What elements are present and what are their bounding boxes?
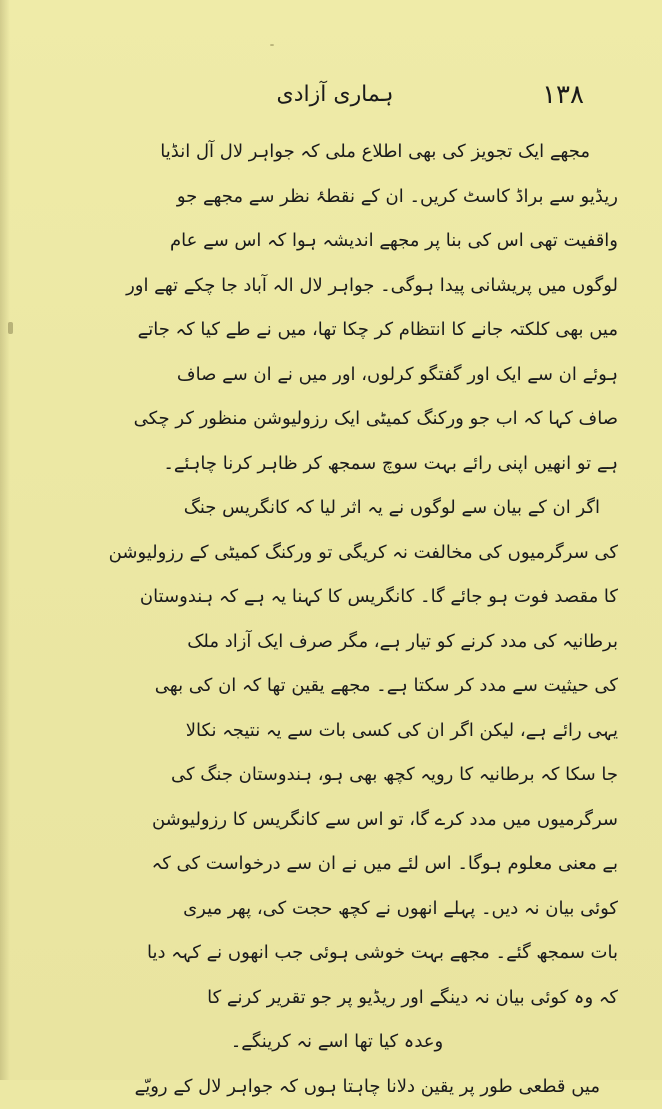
- text-line: وعدہ کیا تھا اسے نہ کرینگے۔: [56, 1020, 618, 1065]
- page-header: [78, 80, 592, 120]
- text-line: ہوئے ان سے ایک اور گفتگو کرلوں، اور میں نے ان سے صاف: [56, 353, 618, 398]
- running-title: ہماری آزادی: [78, 82, 592, 107]
- text-line: میں قطعی طور پر یقین دلانا چاہتا ہوں کہ جواہر لال کے رویّے: [56, 1065, 618, 1109]
- text-line: بے معنی معلوم ہوگا۔ اس لئے میں نے ان سے درخواست کی کہ: [56, 842, 618, 887]
- text-line: برطانیہ کی مدد کرنے کو تیار ہے، مگر صرف ایک آزاد ملک: [56, 620, 618, 665]
- paper-speck: [270, 44, 274, 46]
- text-line: مجھے ایک تجویز کی بھی اطلاع ملی کہ جواہر لال آل انڈیا: [56, 130, 618, 175]
- text-line: ریڈیو سے براڈ کاسٹ کریں۔ ان کے نقطۂ نظر سے مجھے جو: [56, 175, 618, 220]
- text-line: جا سکا کہ برطانیہ کا رویہ کچھ بھی ہو، ہندوستان جنگ کی: [56, 753, 618, 798]
- paper-speck: [8, 322, 13, 334]
- text-line: کا مقصد فوت ہو جائے گا۔ کانگریس کا کہنا یہ ہے کہ ہندوستان: [56, 575, 618, 620]
- text-line: یہی رائے ہے، لیکن اگر ان کی کسی بات سے یہ نتیجہ نکالا: [56, 709, 618, 754]
- text-line: میں بھی کلکتہ جانے کا انتظام کر چکا تھا، میں نے طے کیا کہ جاتے: [56, 308, 618, 353]
- text-line: ہے تو انھیں اپنی رائے بہت سوچ سمجھ کر ظاہر کرنا چاہئے۔: [56, 442, 618, 487]
- text-line: کی سرگرمیوں کی مخالفت نہ کریگی تو ورکنگ کمیٹی کے رزولیوشن: [56, 531, 618, 576]
- body-text: [56, 130, 618, 1109]
- text-line: سرگرمیوں میں مدد کرے گا، تو اس سے کانگریس کا رزولیوشن: [56, 798, 618, 843]
- text-line: کی حیثیت سے مدد کر سکتا ہے۔ مجھے یقین تھا کہ ان کی بھی: [56, 664, 618, 709]
- text-line: کوئی بیان نہ دیں۔ پہلے انھوں نے کچھ حجت کی، پھر میری: [56, 887, 618, 932]
- text-line: بات سمجھ گئے۔ مجھے بہت خوشی ہوئی جب انھوں نے کہہ دیا: [56, 931, 618, 976]
- page-edge-shadow: [0, 0, 10, 1080]
- text-line: صاف کہا کہ اب جو ورکنگ کمیٹی ایک رزولیوشن منظور کر چکی: [56, 397, 618, 442]
- text-line: لوگوں میں پریشانی پیدا ہوگی۔ جواہر لال الہ آباد جا چکے تھے اور: [56, 264, 618, 309]
- text-line: واقفیت تھی اس کی بنا پر مجھے اندیشہ ہوا کہ اس سے عام: [56, 219, 618, 264]
- text-line: کہ وہ کوئی بیان نہ دینگے اور ریڈیو پر جو تقریر کرنے کا: [56, 976, 618, 1021]
- text-line: اگر ان کے بیان سے لوگوں نے یہ اثر لیا کہ کانگریس جنگ: [56, 486, 618, 531]
- page-number: ۱۳۸: [542, 80, 584, 110]
